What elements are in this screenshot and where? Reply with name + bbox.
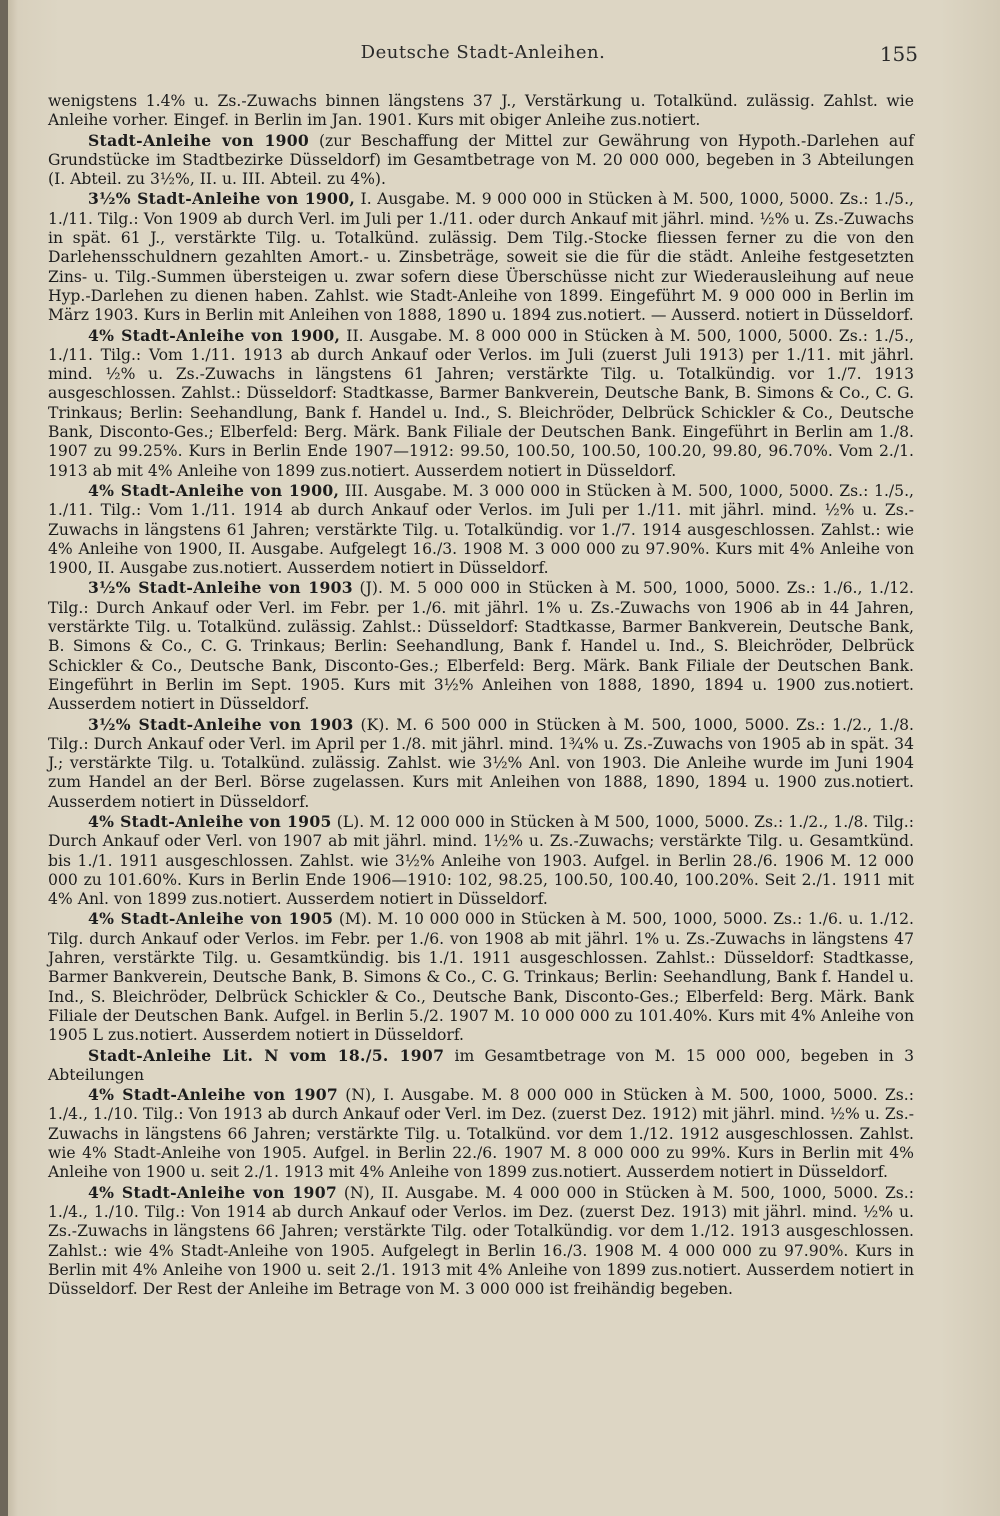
paragraph-text: (N), II. Ausgabe. M. 4 000 000 in Stücken à M. 500, 1000, 5000. Zs.: 1./4., 1./10. Tilg.: Von 1914 ab durch Ankauf oder Verlos. im Dez. (zuerst Dez. 1913) mit jährl. mind. ½% u. Zs.-Zuwachs in längstens 66 Jahren; verstärkte Tilg. oder Totalkündig. vor dem 1./12. 1913 ausgeschlossen. Zahlst.: wie 4% Stadt-Anleihe von 1905. Aufgelegt in Berlin 16./3. 1908 M. 4 000 000 zu 97.90%. Kurs in Berlin mit 4% Anleihe von 1900 u. seit 2./1. 1913 mit 4% Anleihe von 1899 zus.notiert. Ausserdem notiert in Düsseldorf. Der Rest der Anleihe im Betrage von M. 3 000 000 ist freihändig begeben. bbox=[48, 1183, 914, 1299]
paragraph-entry bbox=[48, 909, 914, 1045]
entry-heading: 4% Stadt-Anleihe von 1905 bbox=[88, 811, 332, 831]
paragraph-entry bbox=[48, 326, 914, 481]
paragraph-text: (J). M. 5 000 000 in Stücken à M. 500, 1000, 5000. Zs.: 1./6., 1./12. Tilg.: Durch Ankauf oder Verl. im Febr. per 1./6. mit jährl. 1% u. Zs.-Zuwachs von 1906 ab in 44 Jahren, verstärkte Tilg. u. Totalkünd. zulässig. Zahlst.: Düsseldorf: Stadtkasse, Barmer Bankverein, Deutsche Bank, B. Simons & Co., C. G. Trinkaus; Berlin: Seehandlung, Bank f. Handel u. Ind., S. Bleichröder, Delbrück Schickler & Co., Deutsche Bank, Disconto-Ges.; Elberfeld: Berg. Märk. Bank Filiale der Deutschen Bank. Eingeführt in Berlin im Sept. 1905. Kurs mit 3½% Anleihen von 1888, 1890, 1894 u. 1900 zus.notiert. Ausserdem notiert in Düsseldorf. bbox=[48, 579, 915, 714]
entry-heading: 3½% Stadt-Anleihe von 1903 bbox=[88, 714, 354, 734]
paragraph-continuation bbox=[48, 92, 914, 131]
paragraph-entry bbox=[48, 1183, 914, 1300]
paragraph-entry bbox=[48, 481, 914, 578]
entry-heading: Stadt-Anleihe Lit. N vom 18./5. 1907 bbox=[88, 1045, 445, 1065]
paragraph-entry bbox=[48, 1046, 914, 1086]
entry-heading: 4% Stadt-Anleihe von 1907 bbox=[88, 1182, 338, 1202]
paragraph-text: III. Ausgabe. M. 3 000 000 in Stücken à M. 500, 1000, 5000. Zs.: 1./5., 1./11. Tilg.: Vom 1./11. 1914 ab durch Ankauf oder Verlos. im Juli per 1./11. mit jährl. mind. ½% u. Zs.-Zuwachs in längstens 61 Jahren; verstärkte Tilg. u. Totalkündig. vor 1./7. 1914 ausgeschlossen. Zahlst.: wie 4% Anleihe von 1900, II. Ausgabe. Aufgelegt 16./3. 1908 M. 3 000 000 zu 97.90%. Kurs mit 4% Anleihe von 1900, II. Ausgabe zus.notiert. Ausserdem notiert in Düsseldorf. bbox=[48, 481, 914, 578]
paragraph-text: (K). M. 6 500 000 in Stücken à M. 500, 1000, 5000. Zs.: 1./2., 1./8. Tilg.: Durch Ankauf oder Verl. im April per 1./8. mit jährl. mind. 1¾% u. Zs.-Zuwachs von 1905 ab in spät. 34 J.; verstärkte Tilg. u. Totalkünd. zulässig. Zahlst. wie 3½% Anl. von 1903. Die Anleihe wurde im Juni 1904 zum Handel an der Berl. Börse zugelassen. Kurs mit Anleihen von 1888, 1890, 1894 u. 1900 zus.notiert. Ausserdem notiert in Düsseldorf. bbox=[48, 715, 914, 811]
paragraph-text: (zur Beschaffung der Mittel zur Gewährung von Hypoth.-Darlehen auf Grundstücke im Stadtbezirke Düsseldorf) im Gesamtbetrage von M. 20 000 000, begeben in 3 Abteilungen (I. Abteil. zu 3½%, II. u. III. Abteil. zu 4%). bbox=[48, 131, 914, 189]
paragraph-entry bbox=[48, 189, 914, 325]
page-body bbox=[48, 92, 914, 1299]
paragraph-text: II. Ausgabe. M. 8 000 000 in Stücken à M. 500, 1000, 5000. Zs.: 1./5., 1./11. Tilg.: Vom 1./11. 1913 ab durch Ankauf oder Verlos. im Juli (zuerst Juli 1913) per 1./11. mit jährl. mind. ½% u. Zs.-Zuwachs in längstens 61 Jahren; verstärkte Tilg. u. Totalkündig. vor 1./7. 1913 ausgeschlossen. Zahlst.: Düsseldorf: Stadtkasse, Barmer Bankverein, Deutsche Bank, B. Simons & Co., C. G. Trinkaus; Berlin: Seehandlung, Bank f. Handel u. Ind., S. Bleichröder, Delbrück Schickler & Co., Deutsche Bank, Disconto-Ges.; Elberfeld: Berg. Märk. Bank Filiale der Deutschen Bank. Eingeführt in Berlin am 1./8. 1907 zu 99.25%. Kurs in Berlin Ende 1907—1912: 99.50, 100.50, 100.50, 100.20, 99.80, 96.70%. Vom 2./1. 1913 ab mit 4% Anleihe von 1899 zus.notiert. Ausserdem notiert in Düsseldorf. bbox=[48, 326, 914, 480]
entry-heading: 3½% Stadt-Anleihe von 1900, bbox=[88, 189, 356, 209]
entry-heading: 4% Stadt-Anleihe von 1907 bbox=[88, 1085, 339, 1105]
entry-heading: 4% Stadt-Anleihe von 1905 bbox=[88, 909, 334, 929]
paragraph-text: (M). M. 10 000 000 in Stücken à M. 500, 1000, 5000. Zs.: 1./6. u. 1./12. Tilg. durch Ankauf oder Verlos. im Febr. per 1./6. von 1908 ab mit jährl. 1% u. Zs.-Zuwachs in längstens 47 Jahren, verstärkte Tilg. u. Gesamtkündig. bis 1./1. 1911 ausgeschlossen. Zahlst.: Düsseldorf: Stadtkasse, Barmer Bankverein, Deutsche Bank, B. Simons & Co., C. G. Trinkaus; Berlin: Seehandlung, Bank f. Handel u. Ind., S. Bleichröder, Delbrück Schickler & Co., Deutsche Bank, Disconto-Ges.; Elberfeld: Berg. Märk. Bank Filiale der Deutschen Bank. Aufgel. in Berlin 5./2. 1907 M. 10 000 000 zu 101.40%. Kurs mit 4% Anleihe von 1905 L zus.notiert. Ausserdem notiert in Düsseldorf. bbox=[48, 910, 914, 1045]
paragraph-entry bbox=[48, 578, 914, 714]
paragraph-entry bbox=[48, 1085, 914, 1182]
paragraph-text: wenigstens 1.4% u. Zs.-Zuwachs binnen längstens 37 J., Verstärkung u. Totalkünd. zulässig. Zahlst. wie Anleihe vorher. Eingef. in Berlin im Jan. 1901. Kurs mit obiger Anleihe zus.notiert. bbox=[48, 92, 914, 130]
paragraph-entry bbox=[48, 131, 914, 190]
entry-heading: 4% Stadt-Anleihe von 1900, bbox=[88, 325, 341, 345]
page-spine-shadow bbox=[0, 0, 8, 1516]
paragraph-entry bbox=[48, 812, 914, 909]
paragraph-text: (N), I. Ausgabe. M. 8 000 000 in Stücken à M. 500, 1000, 5000. Zs.: 1./4., 1./10. Tilg.: Von 1913 ab durch Ankauf oder Verl. im Dez. (zuerst Dez. 1912) mit jährl. mind. ½% u. Zs.-Zuwachs in längstens 66 Jahren; verstärkte Tilg. u. Totalkünd. vor dem 1./12. 1912 ausgeschlossen. Zahlst. wie 4% Stadt-Anleihe von 1905. Aufgel. in Berlin 22./6. 1907 M. 8 000 000 zu 99%. Kurs in Berlin mit 4% Anleihe von 1900 u. seit 2./1. 1913 mit 4% Anleihe von 1899 zus.notiert. Ausserdem notiert in Düsseldorf. bbox=[48, 1086, 914, 1182]
paragraph-text: im Gesamtbetrage von M. 15 000 000, begeben in 3 Abteilungen bbox=[48, 1046, 914, 1084]
entry-heading: Stadt-Anleihe von 1900 bbox=[88, 130, 310, 150]
paragraph-text: I. Ausgabe. M. 9 000 000 in Stücken à M. 500, 1000, 5000. Zs.: 1./5., 1./11. Tilg.: Von 1909 ab durch Verl. im Juli per 1./11. oder durch Ankauf mit jährl. mind. ½% u. Zs.-Zuwachs in spät. 61 J., verstärkte Tilg. u. Totalkünd. zulässig. Dem Tilg.-Stocke fliessen ferner zu die von den Darlehensschuldnern gezahlten Amort.- u. Zinsbeträge, soweit sie die für die städt. Anleihe festgesetzten Zins- u. Tilg.-Summen übersteigen u. zwar sofern diese Überschüsse nicht zur Wiederausleihung auf neue Hyp.-Darlehen zu dienen haben. Zahlst. wie Stadt-Anleihe von 1899. Eingeführt M. 9 000 000 in Berlin im März 1903. Kurs in Berlin mit Anleihen von 1888, 1890 u. 1894 zus.notiert. — Ausserd. notiert in Düsseldorf. bbox=[48, 190, 914, 325]
page-number: 155 bbox=[879, 42, 918, 66]
running-title: Deutsche Stadt-Anleihen. bbox=[360, 42, 606, 63]
entry-heading: 3½% Stadt-Anleihe von 1903 bbox=[88, 578, 353, 598]
paragraph-text: (L). M. 12 000 000 in Stücken à M 500, 1000, 5000. Zs.: 1./2., 1./8. Tilg.: Durch Ankauf oder Verl. von 1907 ab mit jährl. mind. 1½% u. Zs.-Zuwachs; verstärkte Tilg. u. Gesamtkünd. bis 1./1. 1911 ausgeschlossen. Zahlst. wie 3½% Anleihe von 1903. Aufgel. in Berlin 28./6. 1906 M. 12 000 000 zu 101.60%. Kurs in Berlin Ende 1906—1910: 102, 98.25, 100.50, 100.40, 100.20%. Seit 2./1. 1911 mit 4% Anl. von 1899 zus.notiert. Ausserdem notiert in Düsseldorf. bbox=[48, 812, 915, 909]
entry-heading: 4% Stadt-Anleihe von 1900, bbox=[88, 480, 340, 500]
page-header bbox=[48, 42, 918, 72]
paragraph-entry bbox=[48, 715, 914, 812]
